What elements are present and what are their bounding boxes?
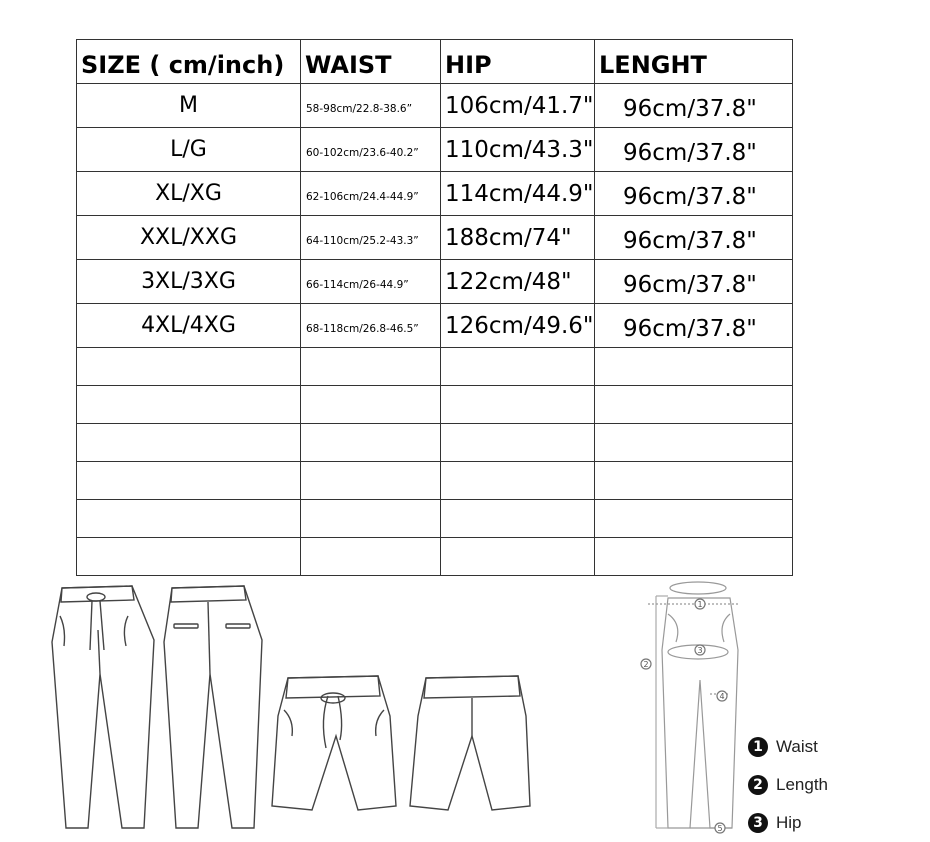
waist-cell: 60-102cm/23.6-40.2” (301, 128, 441, 172)
shorts-back-icon (410, 676, 530, 810)
hip-cell: 122cm/48" (441, 260, 595, 304)
waist-cell: 68-118cm/26.8-46.5” (301, 304, 441, 348)
long-pants-back-icon (164, 586, 262, 828)
size-chart-table (76, 39, 793, 576)
size-cell: 4XL/4XG (77, 304, 301, 348)
figure-marker-1 (695, 599, 705, 609)
waist-cell: 66-114cm/26-44.9” (301, 260, 441, 304)
header-hip: HIP (441, 40, 595, 84)
number-badge-icon: 1 (748, 737, 768, 757)
hip-cell: 188cm/74" (441, 216, 595, 260)
svg-text:2: 2 (643, 660, 649, 669)
shorts-front-icon (272, 676, 396, 810)
header-size: SIZE ( cm/inch) (77, 40, 301, 84)
waist-cell: 58-98cm/22.8-38.6” (301, 84, 441, 128)
legend-label: Waist (776, 737, 818, 756)
legend-label: Hip (776, 813, 802, 832)
svg-text:4: 4 (719, 692, 725, 701)
empty-row (77, 424, 793, 462)
size-cell: XL/XG (77, 172, 301, 216)
empty-row (77, 348, 793, 386)
length-cell: 96cm/37.8" (595, 128, 793, 172)
measurement-legend (748, 728, 828, 842)
svg-text:5: 5 (717, 824, 723, 833)
empty-row (77, 386, 793, 424)
figure-marker-3 (695, 645, 705, 655)
size-cell: 3XL/3XG (77, 260, 301, 304)
table-row (77, 304, 793, 348)
length-cell: 96cm/37.8" (595, 260, 793, 304)
figure-marker-4 (717, 691, 727, 701)
table-row (77, 216, 793, 260)
svg-text:3: 3 (697, 646, 703, 655)
header-waist: WAIST (301, 40, 441, 84)
table-row (77, 260, 793, 304)
hip-cell: 106cm/41.7" (441, 84, 595, 128)
legend-label: Length (776, 775, 828, 794)
hip-cell: 114cm/44.9" (441, 172, 595, 216)
table-row (77, 128, 793, 172)
garment-illustrations (40, 570, 560, 840)
table-row (77, 84, 793, 128)
legend-item-hip (748, 804, 828, 842)
empty-row (77, 500, 793, 538)
length-cell: 96cm/37.8" (595, 304, 793, 348)
measured-pants-icon (648, 582, 740, 828)
length-cell: 96cm/37.8" (595, 216, 793, 260)
size-cell: XXL/XXG (77, 216, 301, 260)
table-header-row (77, 40, 793, 84)
legend-item-waist (748, 728, 828, 766)
table-row (77, 172, 793, 216)
empty-row (77, 462, 793, 500)
waist-cell: 62-106cm/24.4-44.9” (301, 172, 441, 216)
number-badge-icon: 3 (748, 813, 768, 833)
size-cell: M (77, 84, 301, 128)
long-pants-front-icon (52, 586, 154, 828)
size-cell: L/G (77, 128, 301, 172)
waist-cell: 64-110cm/25.2-43.3” (301, 216, 441, 260)
hip-cell: 126cm/49.6" (441, 304, 595, 348)
number-badge-icon: 2 (748, 775, 768, 795)
figure-marker-5 (715, 823, 725, 833)
length-cell: 96cm/37.8" (595, 84, 793, 128)
figure-marker-2 (641, 659, 651, 669)
legend-item-length (748, 766, 828, 804)
header-length: LENGHT (595, 40, 793, 84)
svg-text:1: 1 (697, 600, 703, 609)
hip-cell: 110cm/43.3" (441, 128, 595, 172)
length-cell: 96cm/37.8" (595, 172, 793, 216)
